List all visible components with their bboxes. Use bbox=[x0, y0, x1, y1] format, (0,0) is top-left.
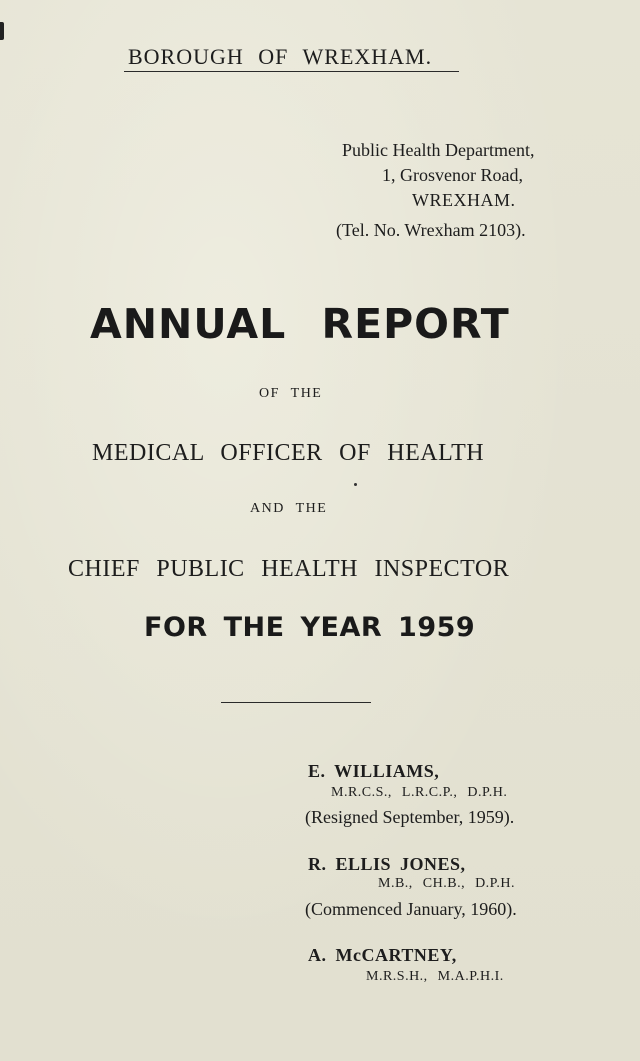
borough-heading: BOROUGH OF WREXHAM. bbox=[128, 44, 433, 69]
title-and-the: AND THE bbox=[250, 501, 328, 516]
binding-mark bbox=[0, 22, 4, 40]
officer-name: R. ELLIS JONES, bbox=[308, 854, 466, 874]
report-title: ANNUAL REPORT bbox=[90, 300, 510, 348]
officer-name: E. WILLIAMS, bbox=[308, 761, 440, 781]
address-town: WREXHAM. bbox=[412, 190, 516, 210]
print-speck bbox=[354, 483, 357, 486]
report-year: FOR THE YEAR 1959 bbox=[144, 612, 476, 643]
address-department: Public Health Department, bbox=[342, 140, 535, 160]
title-of-the: OF THE bbox=[259, 386, 323, 401]
officer-qualifications: M.R.C.S., L.R.C.P., D.P.H. bbox=[331, 785, 508, 800]
heading-underline bbox=[124, 71, 459, 72]
title-chief-inspector: CHIEF PUBLIC HEALTH INSPECTOR bbox=[68, 556, 510, 582]
officer-name: A. McCARTNEY, bbox=[308, 945, 457, 965]
address-telephone: (Tel. No. Wrexham 2103). bbox=[336, 220, 526, 240]
officer-note: (Resigned September, 1959). bbox=[305, 807, 515, 827]
officer-qualifications: M.R.S.H., M.A.P.H.I. bbox=[366, 969, 504, 984]
address-street: 1, Grosvenor Road, bbox=[382, 165, 523, 185]
officer-qualifications: M.B., CH.B., D.P.H. bbox=[378, 876, 516, 891]
title-medical-officer: MEDICAL OFFICER OF HEALTH bbox=[92, 440, 485, 466]
officer-note: (Commenced January, 1960). bbox=[305, 899, 517, 919]
section-divider bbox=[221, 702, 371, 703]
